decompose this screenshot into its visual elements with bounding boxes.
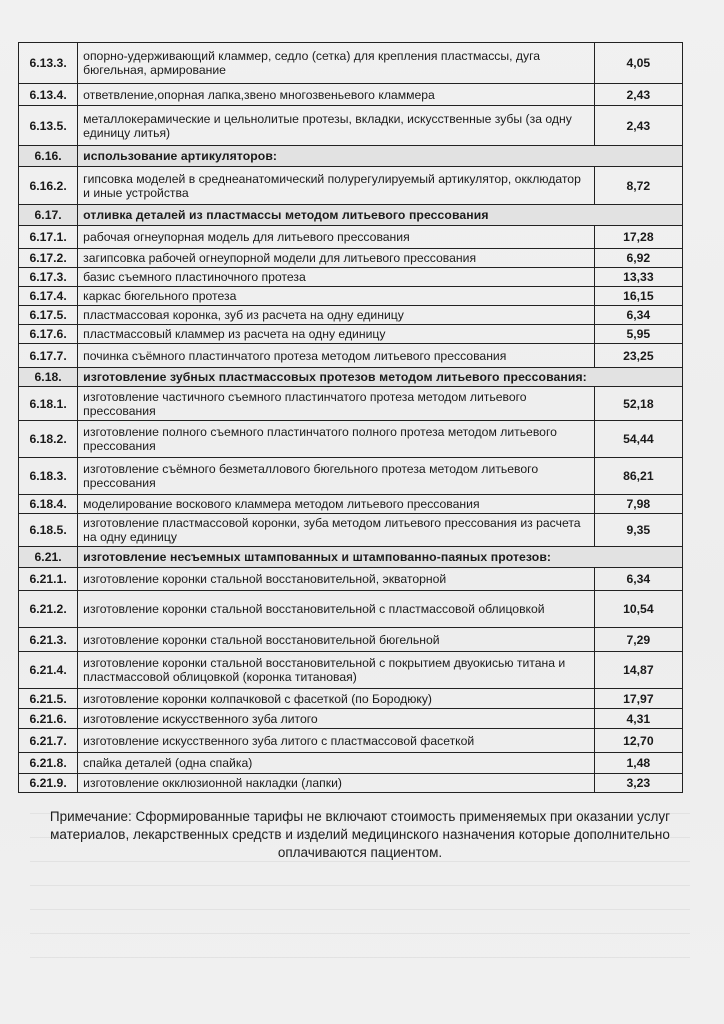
table-row — [19, 84, 683, 106]
row-description: базис съемного пластиночного протеза — [78, 268, 595, 287]
table-row — [19, 495, 683, 514]
row-description: гипсовка моделей в среднеанатомический полурегулируемый артикулятор, окклюдатор и иные устройства — [78, 167, 595, 205]
row-description: пластмассовый кламмер из расчета на одну единицу — [78, 325, 595, 344]
row-description: металлокерамические и цельнолитые протезы, вкладки, искусственные зубы (за одну единицу литья) — [78, 106, 595, 146]
footnote: Примечание: Сформированные тарифы не включают стоимость применяемых при оказании услуг материалов, лекарственных средств и изделий медицинского назначения которые дополнительно оплачиваются пациентом. — [49, 809, 671, 860]
row-description: изготовление пластмассовой коронки, зуба методом литьевого прессования из расчета на одну единицу — [78, 514, 595, 547]
row-description: опорно-удерживающий кламмер, седло (сетка) для крепления пластмассы, дуга бюгельная, армирование — [78, 43, 595, 84]
row-code: 6.13.3. — [19, 43, 78, 84]
row-price: 4,31 — [594, 709, 682, 729]
row-description: каркас бюгельного протеза — [78, 287, 595, 306]
row-description: изготовление коронки колпачковой с фасеткой (по Бородюку) — [78, 689, 595, 709]
section-row — [19, 205, 683, 226]
table-row — [19, 689, 683, 709]
row-price: 10,54 — [594, 591, 682, 628]
row-description: изготовление коронки стальной восстановительной бюгельной — [78, 628, 595, 652]
row-price: 4,05 — [594, 43, 682, 84]
table-row — [19, 344, 683, 368]
row-code: 6.18.3. — [19, 458, 78, 495]
table-row — [19, 325, 683, 344]
row-description: ответвление,опорная лапка,звено многозвеньевого кламмера — [78, 84, 595, 106]
table-row — [19, 287, 683, 306]
tariff-table-body — [19, 43, 683, 793]
table-row — [19, 167, 683, 205]
row-description: изготовление частичного съемного пластинчатого протеза методом литьевого прессования — [78, 387, 595, 421]
row-code: 6.17. — [19, 205, 78, 226]
row-code: 6.21. — [19, 547, 78, 568]
row-price: 7,98 — [594, 495, 682, 514]
row-code: 6.21.5. — [19, 689, 78, 709]
table-row — [19, 421, 683, 458]
table-row — [19, 226, 683, 249]
row-code: 6.18.2. — [19, 421, 78, 458]
row-price: 54,44 — [594, 421, 682, 458]
row-code: 6.21.4. — [19, 652, 78, 689]
table-row — [19, 729, 683, 753]
table-row — [19, 43, 683, 84]
table-row — [19, 458, 683, 495]
section-title: отливка деталей из пластмассы методом литьевого прессования — [78, 205, 683, 226]
row-price: 5,95 — [594, 325, 682, 344]
row-code: 6.18.4. — [19, 495, 78, 514]
row-code: 6.18.5. — [19, 514, 78, 547]
row-code: 6.21.8. — [19, 753, 78, 774]
row-price: 8,72 — [594, 167, 682, 205]
row-description: изготовление съёмного безметаллового бюгельного протеза методом литьевого прессования — [78, 458, 595, 495]
table-row — [19, 652, 683, 689]
row-description: рабочая огнеупорная модель для литьевого прессования — [78, 226, 595, 249]
section-title: использование артикуляторов: — [78, 146, 683, 167]
section-row — [19, 146, 683, 167]
row-code: 6.17.4. — [19, 287, 78, 306]
row-code: 6.17.1. — [19, 226, 78, 249]
row-code: 6.13.5. — [19, 106, 78, 146]
table-row — [19, 568, 683, 591]
row-code: 6.21.2. — [19, 591, 78, 628]
table-row — [19, 106, 683, 146]
row-code: 6.17.2. — [19, 249, 78, 268]
row-description: спайка деталей (одна спайка) — [78, 753, 595, 774]
row-price: 17,97 — [594, 689, 682, 709]
row-description: моделирование воскового кламмера методом литьевого прессования — [78, 495, 595, 514]
row-code: 6.13.4. — [19, 84, 78, 106]
table-row — [19, 591, 683, 628]
table-row — [19, 774, 683, 793]
row-price: 7,29 — [594, 628, 682, 652]
row-code: 6.21.1. — [19, 568, 78, 591]
row-description: изготовление искусственного зуба литого — [78, 709, 595, 729]
row-description: изготовление коронки стальной восстановительной с пластмассовой облицовкой — [78, 591, 595, 628]
table-row — [19, 387, 683, 421]
row-price: 3,23 — [594, 774, 682, 793]
table-row — [19, 249, 683, 268]
section-title: изготовление несъемных штампованных и штампованно-паяных протезов: — [78, 547, 683, 568]
row-price: 52,18 — [594, 387, 682, 421]
row-price: 86,21 — [594, 458, 682, 495]
row-description: пластмассовая коронка, зуб из расчета на одну единицу — [78, 306, 595, 325]
table-row — [19, 709, 683, 729]
tariff-table — [18, 42, 683, 793]
row-code: 6.17.3. — [19, 268, 78, 287]
row-description: изготовление искусственного зуба литого с пластмассовой фасеткой — [78, 729, 595, 753]
row-code: 6.17.7. — [19, 344, 78, 368]
row-price: 23,25 — [594, 344, 682, 368]
row-code: 6.16.2. — [19, 167, 78, 205]
table-row — [19, 753, 683, 774]
table-row — [19, 306, 683, 325]
row-price: 16,15 — [594, 287, 682, 306]
row-price: 17,28 — [594, 226, 682, 249]
row-code: 6.18. — [19, 368, 78, 387]
row-code: 6.21.3. — [19, 628, 78, 652]
row-code: 6.17.5. — [19, 306, 78, 325]
table-row — [19, 268, 683, 287]
section-row — [19, 368, 683, 387]
row-price: 9,35 — [594, 514, 682, 547]
row-price: 13,33 — [594, 268, 682, 287]
row-description: изготовление коронки стальной восстановительной с покрытием двуокисью титана и пластмассовой облицовкой (коронка титановая) — [78, 652, 595, 689]
row-price: 2,43 — [594, 106, 682, 146]
row-code: 6.18.1. — [19, 387, 78, 421]
row-price: 1,48 — [594, 753, 682, 774]
row-price: 2,43 — [594, 84, 682, 106]
row-price: 6,92 — [594, 249, 682, 268]
row-code: 6.21.9. — [19, 774, 78, 793]
row-description: изготовление окклюзионной накладки (лапки) — [78, 774, 595, 793]
row-description: изготовление коронки стальной восстановительной, экваторной — [78, 568, 595, 591]
table-row — [19, 628, 683, 652]
row-description: починка съёмного пластинчатого протеза методом литьевого прессования — [78, 344, 595, 368]
row-price: 6,34 — [594, 306, 682, 325]
row-description: загипсовка рабочей огнеупорной модели для литьевого прессования — [78, 249, 595, 268]
row-description: изготовление полного съемного пластинчатого полного протеза методом литьевого прессования — [78, 421, 595, 458]
row-price: 6,34 — [594, 568, 682, 591]
section-title: изготовление зубных пластмассовых протезов методом литьевого прессования: — [78, 368, 683, 387]
table-row — [19, 514, 683, 547]
row-code: 6.21.7. — [19, 729, 78, 753]
row-code: 6.17.6. — [19, 325, 78, 344]
row-code: 6.16. — [19, 146, 78, 167]
section-row — [19, 547, 683, 568]
row-price: 14,87 — [594, 652, 682, 689]
row-price: 12,70 — [594, 729, 682, 753]
row-code: 6.21.6. — [19, 709, 78, 729]
